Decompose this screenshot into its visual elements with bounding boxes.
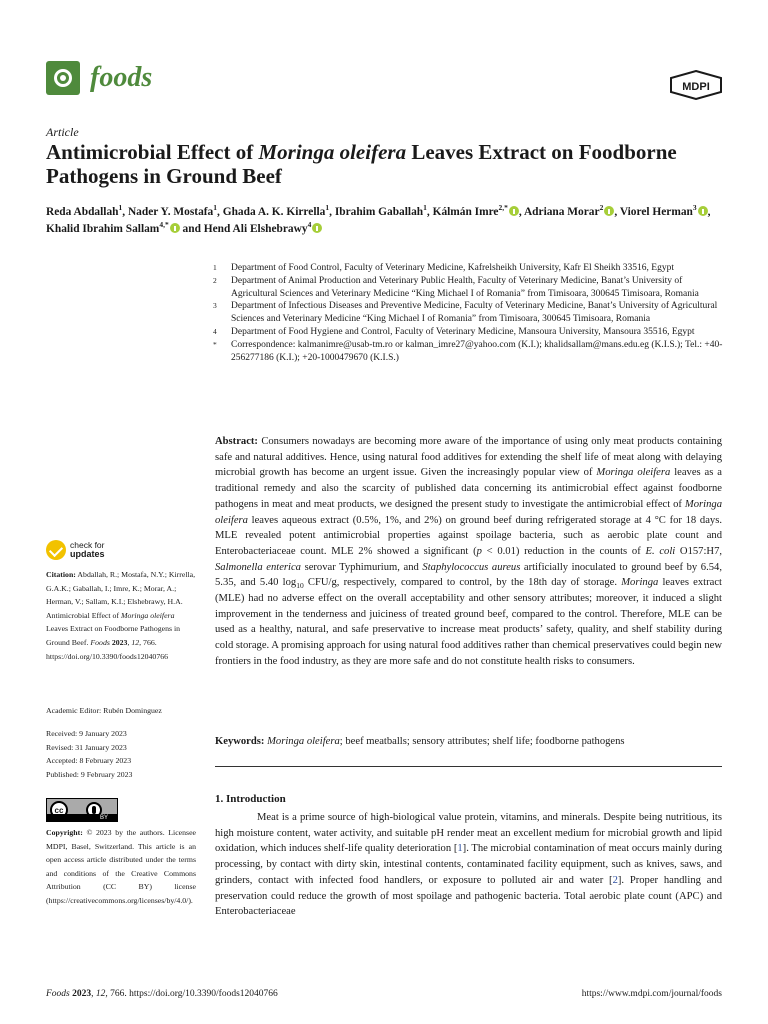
affiliation-text: Department of Animal Production and Veterinary Public Health, Faculty of Veterinary Medicine, Banat’s University of Agricultural Sciences and Veterinary Medicine “King Michael I of Romania” from Timisoara, 300645 Timisoara, Romania [231, 275, 699, 299]
article-type: Article [46, 125, 79, 139]
author-name[interactable]: Nader Y. Mostafa [127, 206, 214, 218]
author-affiliation-marker: 2 [599, 203, 604, 213]
section-divider [215, 766, 722, 767]
journal-name: foods [90, 62, 153, 93]
affiliation-number: 2 [213, 275, 217, 285]
affiliation-item [213, 262, 723, 275]
affiliation-number: 3 [213, 301, 217, 311]
orcid-icon[interactable] [170, 223, 180, 233]
copyright-notice: Copyright: © 2023 by the authors. Licensee MDPI, Basel, Switzerland. This article is an open access article distributed under the terms and conditions of the Creative Commons Attribution (CC BY) license (https://creativecommons.org/licenses/by/4.0/). [46, 828, 196, 905]
cc-icon: cc [50, 801, 68, 819]
author-name[interactable]: Hend Ali Elshebrawy [203, 223, 308, 235]
received-date: Received: 9 January 2023 [46, 729, 127, 738]
affiliation-number: 4 [213, 326, 217, 336]
author-affiliation-marker: 4 [307, 220, 312, 230]
author-name[interactable]: Ibrahim Gaballah [334, 206, 424, 218]
affiliation-text: Department of Food Control, Faculty of Veterinary Medicine, Kafrelsheikh University, Kafr El Sheikh 33516, Egypt [231, 263, 674, 273]
author-separator: , [122, 206, 128, 218]
author-affiliation-marker: 1 [325, 203, 330, 213]
author-separator: and [179, 223, 204, 235]
author-name[interactable]: Khalid Ibrahim Sallam [46, 223, 160, 235]
author-affiliation-marker: 1 [118, 203, 123, 213]
keywords: Keywords: Moringa oleifera; beef meatballs; sensory attributes; shelf life; foodborne pathogens [215, 736, 625, 747]
check-updates-line2: updates [70, 549, 105, 559]
orcid-icon[interactable] [604, 206, 614, 216]
accepted-date: Accepted: 8 February 2023 [46, 756, 132, 766]
author-affiliation-marker: 1 [423, 203, 427, 213]
publisher-name: MDPI [682, 81, 710, 93]
author-separator: , [217, 206, 223, 218]
section-heading-introduction: 1. Introduction [215, 793, 286, 805]
journal-icon [46, 61, 80, 95]
abstract: Abstract: Consumers nowadays are becoming more aware of the importance of using only meat products containing safe and natural additives. Hence, using natural food additives for extending the shelf life of meat along with delaying microbial growth has become an urgent issue. Given the increasingly popular view of Moringa oleifera leaves as a traditional remedy and also the scarcity of published data concerning its antimicrobial effect against foodborne pathogens in meat and meat products, we designed the present study to investigate the antimicrobial effect of Moringa oleifera leaves aqueous extract (0.5%, 1%, and 2%) on ground beef during refrigerated storage at 4 °C for 18 days. MLE revealed potent antimicrobial properties against spoilage bacteria, such as aerobic plate count and Enterobacteriaceae count. MLE 2% showed a significant (p < 0.01) reduction in the counts of E. coli O157:H7, Salmonella enterica serovar Typhimurium, and Staphylococcus aureus artificially inoculated to ground beef by 6.54, 5.35, and 5.40 $\log_{10} CFU/g$, respectively, compared to control, by the 18th day of storage. Moringa leaves extract (MLE) had no adverse effect on the overall acceptability and other sensory attributes; moreover, it induced a slight improvement in the tenderness and juiciness of treated ground beef, compared to the control. Therefore, MLE can be used as a healthy, natural, and safe preservative to increase meat products’ safety, quality, and shelf stability during cold storage. A promising approach for using natural food additives rather than chemical preservatives could begin new frontiers in the food industry, as they are more safe and do not constitute health risks to consumers. [215, 436, 723, 667]
citation: Citation: Abdallah, R.; Mostafa, N.Y.; Kirrella, G.A.K.; Gaballah, I.; Imre, K.; Morar, A.; Herman, V.; Sallam, K.I.; Elshebrawy, H.A. Antimicrobial Effect of Moringa oleifera Leaves Extract on Foodborne Pathogens in Ground Beef. Foods 2023, 12, 766. https://doi.org/10.3390/foods12040766 [46, 570, 196, 661]
check-updates-icon [46, 540, 66, 560]
affiliation-text: Correspondence: kalmanimre@usab-tm.ro or kalman_imre27@yahoo.com (K.I.); khalidsallam@mans.edu.eg (K.I.S.); Tel.: +40-256277186 (K.I.); +20-1000479670 (K.I.S.) [231, 339, 723, 363]
author-name[interactable]: Ghada A. K. Kirrella [222, 206, 326, 218]
affiliation-number: 1 [213, 263, 217, 272]
author-name[interactable]: Viorel Herman [619, 206, 693, 218]
academic-editor: Academic Editor: Rubén Dominguez [46, 706, 162, 715]
mdpi-logo-icon [670, 70, 722, 100]
author-name[interactable]: Kálmán Imre [432, 206, 499, 218]
article-title: Antimicrobial Effect of Moringa oleifera Leaves Extract on Foodborne Pathogens in Ground Beef [46, 140, 677, 188]
affiliations [213, 262, 723, 364]
author-separator: , [614, 206, 620, 218]
affiliation-number: * [213, 339, 217, 349]
author-separator: , [518, 206, 524, 218]
author-separator: , [426, 206, 433, 218]
affiliation-text: Department of Infectious Diseases and Preventive Medicine, Faculty of Veterinary Medicine, Banat’s University of Agricultural Sciences and Veterinary Medicine “King Michael I of Romania” from Timisoara, 300645 Timisoara, Romania [231, 301, 718, 325]
author-affiliation-marker: 2,* [498, 203, 508, 213]
publication-dates [46, 727, 196, 781]
journal-logo[interactable] [46, 60, 152, 96]
orcid-icon[interactable] [509, 206, 519, 216]
author-affiliation-marker: 4,* [159, 220, 169, 230]
affiliation-text: Department of Food Hygiene and Control, Faculty of Veterinary Medicine, Mansoura University, Mansoura 35516, Egypt [231, 326, 695, 337]
affiliation-item [213, 326, 723, 339]
author-name[interactable]: Reda Abdallah [46, 206, 119, 218]
author-affiliation-marker: 3 [692, 203, 697, 213]
cc-by-label: BY [46, 814, 118, 822]
affiliation-item [213, 339, 723, 365]
published-date: Published: 9 February 2023 [46, 769, 133, 779]
author-separator: , [329, 206, 335, 218]
affiliation-item [213, 300, 723, 326]
author-name[interactable]: Adriana Morar [523, 206, 600, 218]
introduction-text: Meat is a prime source of high-biological value protein, vitamins, and minerals. Despite being nutritious, its high moisture content, water activity, and suitable pH render meat an excellent medium for microbial growth and lipid oxidation, which induces shelf-life quality deterioration [1]. The microbial contamination of meat occurs mainly during processing, by contact with dirty skin, intestinal contents, contaminated facility equipment, such as knives, saws, and grinders, contact with infected food handlers, or exposure to polluted air and water [2]. Proper handling and preservation could reduce the growth of most spoilage and pathogenic bacteria. Total aerobic plate count (APC) and Enterobacteriaceae [215, 812, 722, 918]
footer-citation: Foods 2023, 12, 766. https://doi.org/10.3390/foods12040766 [46, 989, 278, 999]
orcid-icon[interactable] [698, 206, 708, 216]
reference-link[interactable]: 1 [457, 843, 463, 855]
author-affiliation-marker: 1 [213, 203, 218, 213]
affiliation-item [213, 275, 723, 301]
orcid-icon[interactable] [312, 223, 322, 233]
reference-link[interactable]: 2 [612, 874, 618, 886]
publisher-logo[interactable] [670, 70, 722, 100]
check-for-updates-button[interactable] [46, 540, 105, 560]
footer-journal-url[interactable]: https://www.mdpi.com/journal/foods [581, 989, 722, 999]
author-list [46, 204, 726, 238]
check-updates-line1: check for [70, 540, 105, 550]
author-separator: , [707, 206, 711, 218]
revised-date: Revised: 31 January 2023 [46, 742, 127, 752]
